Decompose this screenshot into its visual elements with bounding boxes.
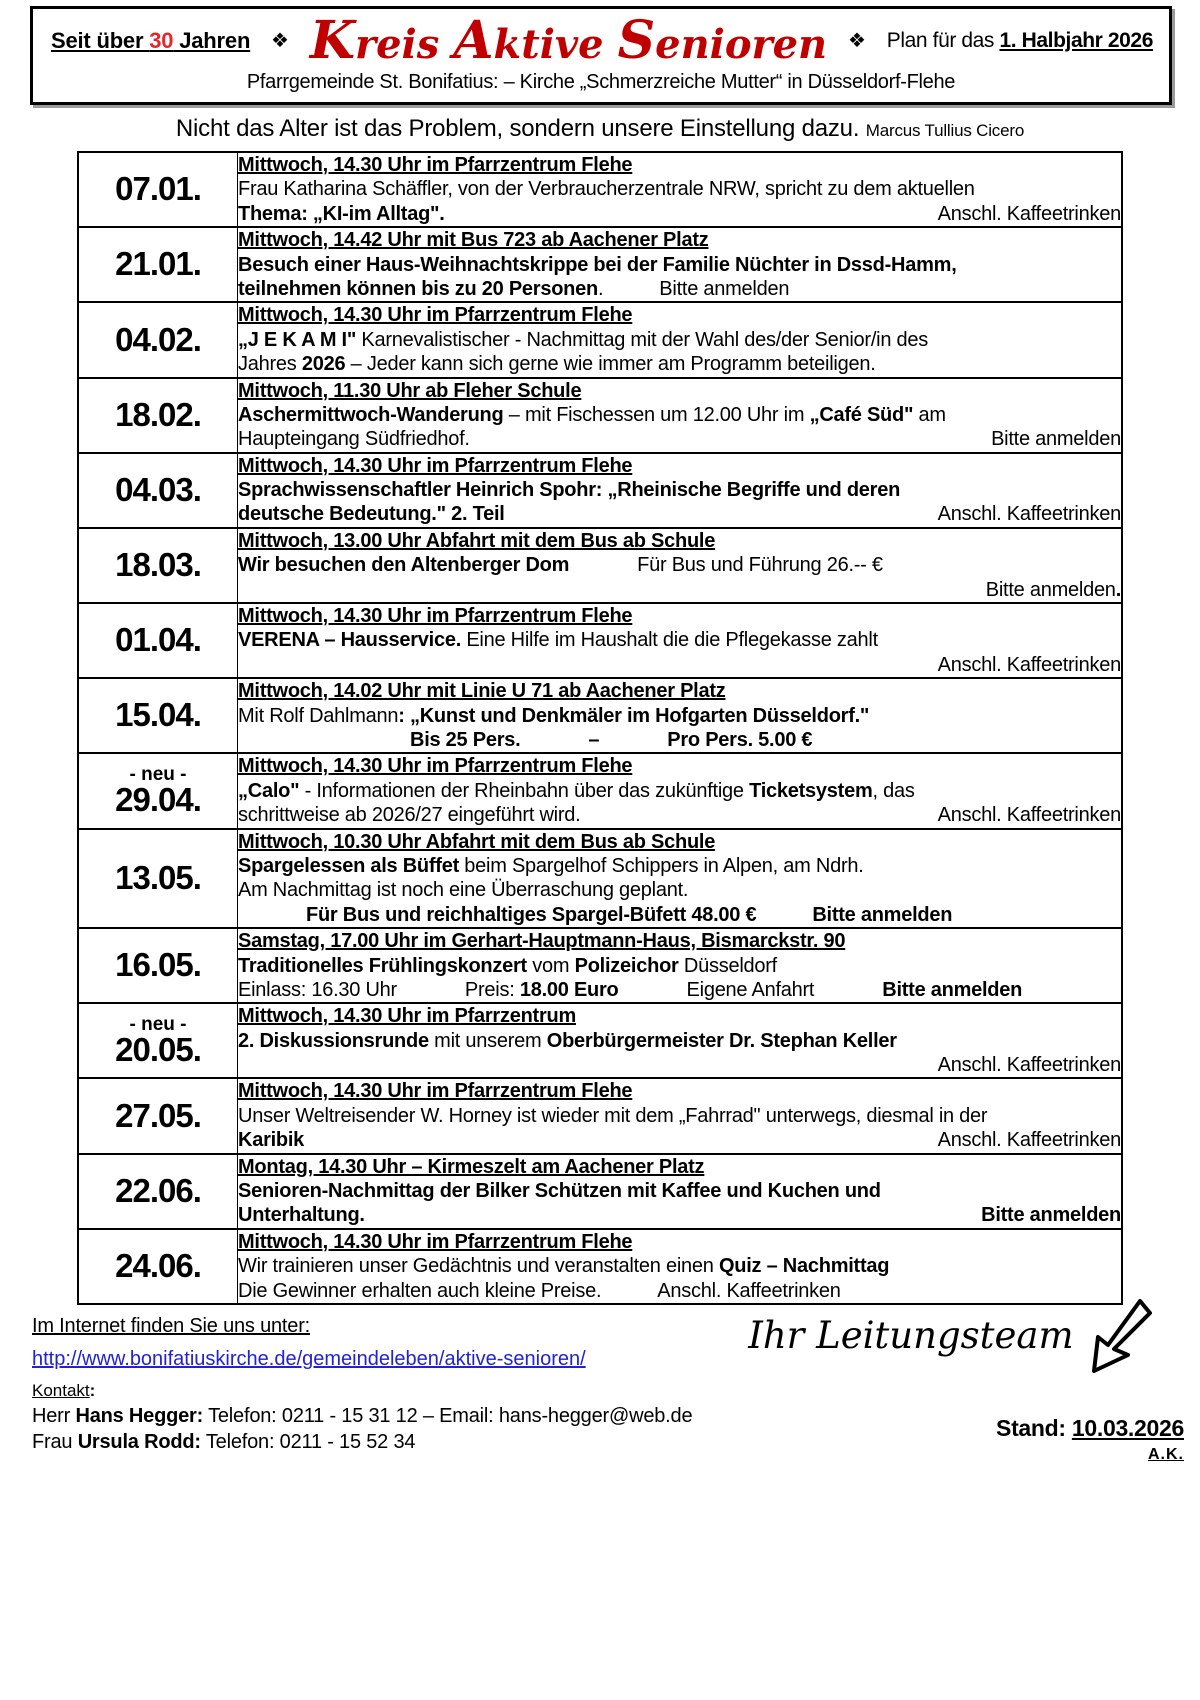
event-activity: Quiz – Nachmittag [718, 1255, 890, 1278]
event-line [238, 803, 1121, 827]
event-date: 24.06. [78, 1229, 238, 1304]
event-line: Unser Weltreisender W. Horney ist wieder mit dem „Fahrrad" unterwegs, diesmal in der [238, 1104, 988, 1127]
event-heading: Mittwoch, 14.30 Uhr im Pfarrzentrum Flehe [238, 605, 633, 628]
document-page [0, 6, 1200, 1700]
event-destination: Karibik [238, 1129, 305, 1152]
table-row [78, 1003, 1122, 1078]
event-topic: Thema: „KI-im Alltag". [238, 202, 445, 225]
table-row [78, 603, 1122, 678]
event-line [238, 1128, 1121, 1152]
table-row [78, 1154, 1122, 1229]
contact-name: Hans Hegger: [75, 1404, 204, 1427]
event-price-label: Preis: [464, 978, 520, 1001]
contact-salutation: Frau [32, 1430, 78, 1453]
event-line [238, 253, 1121, 277]
event-body [238, 1154, 1123, 1229]
event-line [238, 779, 1121, 803]
event-date: 18.03. [78, 528, 238, 603]
event-line [238, 328, 1121, 352]
quote-author: Marcus Tullius Cicero [865, 121, 1025, 140]
parish-subtitle: Pfarrgemeinde St. Bonifatius: – Kirche „Schmerzreiche Mutter“ in Düsseldorf-Flehe [246, 71, 956, 93]
event-heading: Mittwoch, 11.30 Uhr ab Fleher Schule [238, 379, 582, 402]
organization-title [309, 10, 828, 71]
table-row [78, 753, 1122, 828]
event-date-value: 20.05. [115, 1030, 201, 1068]
event-travel: Eigene Anfahrt [686, 978, 815, 1001]
event-text: Traditionelles Frühlingskonzert [238, 954, 527, 977]
event-line [238, 352, 1121, 376]
contact-name: Ursula Rodd: [77, 1430, 201, 1453]
event-heading: Mittwoch, 14.30 Uhr im Pfarrzentrum Flehe [238, 755, 633, 778]
event-heading: Mittwoch, 14.30 Uhr im Pfarrzentrum Flehe [238, 454, 633, 477]
event-note: Anschl. Kaffeetrinken [937, 503, 1121, 526]
signature-area [732, 1297, 1152, 1375]
plan-period [887, 29, 1159, 53]
event-body [238, 678, 1123, 753]
event-text: beim Spargelhof Schippers in Alpen, am Ndrh. [459, 854, 864, 877]
event-heading: Mittwoch, 14.30 Uhr im Pfarrzentrum Flehe [238, 1230, 633, 1253]
plan-period-value: 1. Halbjahr 2026 [999, 29, 1153, 52]
event-date [78, 1003, 238, 1078]
title-enioren: enioren [655, 21, 828, 68]
event-body [238, 603, 1123, 678]
event-line [238, 1254, 1121, 1278]
event-line [238, 277, 1121, 301]
event-venue: „Café Süd" [809, 403, 914, 426]
event-text: deutsche Bedeutung." 2. Teil [238, 503, 505, 526]
event-body [238, 753, 1123, 828]
event-body [238, 1003, 1123, 1078]
contact-details: Telefon: 0211 - 15 52 34 [200, 1430, 416, 1453]
table-row [78, 678, 1122, 753]
title-letter-a: A [453, 10, 494, 71]
title-reis: reis [355, 21, 454, 68]
event-date: 04.03. [78, 453, 238, 528]
event-body [238, 453, 1123, 528]
internet-label: Im Internet finden Sie uns unter: [32, 1314, 311, 1337]
event-body [238, 227, 1123, 302]
event-note-dot: . [1115, 578, 1121, 601]
event-line [238, 1029, 1121, 1053]
event-text: Haupteingang Südfriedhof. [238, 428, 470, 451]
status-badge [996, 1415, 1184, 1442]
event-text: am [913, 403, 946, 426]
diamond-right-icon: ❖ [847, 30, 866, 52]
event-line [238, 903, 1121, 927]
event-line [238, 728, 1121, 752]
event-heading: Mittwoch, 14.30 Uhr im Pfarrzentrum Flehe [238, 1080, 633, 1103]
event-note: Anschl. Kaffeetrinken [937, 1054, 1121, 1077]
event-note: Anschl. Kaffeetrinken [937, 1129, 1121, 1152]
event-note: Anschl. Kaffeetrinken [937, 804, 1121, 827]
title-letter-k: K [309, 10, 356, 71]
event-body [238, 302, 1123, 377]
event-text: - Informationen der Rheinbahn über das zukünftige [299, 779, 750, 802]
event-body [238, 1229, 1123, 1304]
event-text: „Calo" [238, 779, 300, 802]
event-line: Frau Katharina Schäffler, von der Verbraucherzentrale NRW, spricht zu dem aktuellen [238, 178, 975, 201]
table-row [78, 528, 1122, 603]
event-line [238, 502, 1121, 526]
event-heading: Mittwoch, 13.00 Uhr Abfahrt mit dem Bus ab Schule [238, 529, 716, 552]
event-text: Spargelessen als Büffet [238, 854, 459, 877]
event-text: Aschermittwoch-Wanderung [238, 403, 504, 426]
quote-text: Nicht das Alter ist das Problem, sondern unsere Einstellung dazu. [175, 115, 860, 142]
anniversary-years: 30 [149, 28, 174, 53]
table-row [78, 1078, 1122, 1153]
event-line [238, 1179, 1121, 1203]
event-line [238, 403, 1121, 427]
anniversary-prefix: Seit über [51, 28, 150, 53]
event-date: 13.05. [78, 829, 238, 929]
event-text: „J E K A M I" [238, 328, 357, 351]
event-line [238, 427, 1121, 451]
event-note: Bitte anmelden [659, 277, 790, 300]
event-heading: Mittwoch, 14.30 Uhr im Pfarrzentrum [238, 1005, 576, 1028]
new-badge: - neu - [129, 1013, 187, 1035]
event-date: 22.06. [78, 1154, 238, 1229]
leadership-signature: Ihr Leitungsteam [748, 1314, 1074, 1358]
header-top-row [43, 10, 1159, 71]
event-text: : „Kunst und Denkmäler im Hofgarten Düsseldorf." [398, 704, 870, 727]
event-text: Sprachwissenschaftler Heinrich Spohr: „Rheinische Begriffe und deren [238, 479, 901, 502]
event-text: Unterhaltung. [238, 1204, 365, 1227]
status-label: Stand: [996, 1414, 1072, 1441]
table-row [78, 152, 1122, 227]
anniversary-suffix: Jahren [173, 28, 251, 53]
contact-label-colon: : [89, 1380, 96, 1400]
event-date: 07.01. [78, 152, 238, 227]
event-heading: Mittwoch, 14.02 Uhr mit Linie U 71 ab Aachener Platz [238, 680, 726, 703]
event-text: vom [526, 954, 575, 977]
event-price: Für Bus und Führung 26.-- € [637, 554, 883, 577]
event-date [78, 753, 238, 828]
header-box [30, 6, 1172, 105]
schedule-table [77, 151, 1123, 1305]
table-row [78, 227, 1122, 302]
plan-period-prefix: Plan für das [886, 29, 1000, 52]
contact-label-text: Kontakt [32, 1380, 90, 1400]
table-row [78, 453, 1122, 528]
event-price: Pro Pers. 5.00 € [667, 728, 813, 751]
event-text: schrittweise ab 2026/27 eingeführt wird. [238, 804, 581, 827]
event-text: Wir besuchen den Altenberger Dom [238, 554, 570, 577]
status-date: 10.03.2026 [1071, 1414, 1184, 1441]
status-area [996, 1415, 1184, 1464]
event-date: 15.04. [78, 678, 238, 753]
event-heading: Mittwoch, 14.30 Uhr im Pfarrzentrum Flehe [238, 154, 633, 176]
event-text: Die Gewinner erhalten auch kleine Preise. [238, 1279, 602, 1302]
event-text: mit unserem [428, 1029, 547, 1052]
event-year: 2026 [301, 353, 346, 376]
event-keyword: Ticketsystem [749, 779, 873, 802]
event-date: 04.02. [78, 302, 238, 377]
anniversary-label [43, 28, 250, 54]
event-note: Bitte anmelden [981, 1204, 1121, 1227]
title-letter-s: S [617, 10, 656, 71]
event-line [238, 478, 1121, 502]
contact-salutation: Herr [32, 1404, 76, 1427]
event-text: Senioren-Nachmittag der Bilker Schützen mit Kaffee und Kuchen und [238, 1180, 881, 1203]
event-note-wrap [986, 578, 1121, 602]
event-line [238, 854, 1121, 878]
event-date: 27.05. [78, 1078, 238, 1153]
event-price: Für Bus und reichhaltiges Spargel-Büfett 48.00 € [306, 903, 757, 926]
event-text: Düsseldorf [678, 954, 777, 977]
event-note: Anschl. Kaffeetrinken [657, 1279, 841, 1302]
table-row [78, 1229, 1122, 1304]
event-heading: Montag, 14.30 Uhr – Kirmeszelt am Aachener Platz [238, 1155, 705, 1178]
event-date: 18.02. [78, 378, 238, 453]
event-text: teilnehmen können bis zu 20 Personen [238, 277, 598, 300]
event-admission: Einlass: 16.30 Uhr [238, 978, 397, 1001]
event-price: 18.00 Euro [519, 978, 619, 1001]
contact-details: Telefon: 0211 - 15 31 12 – Email: hans-hegger@web.de [203, 1404, 693, 1427]
event-line: Am Nachmittag ist noch eine Überraschung geplant. [238, 879, 689, 902]
author-initials: A.K. [1148, 1445, 1184, 1463]
down-left-arrow-icon [1088, 1297, 1152, 1375]
event-line [238, 1203, 1121, 1227]
event-note: Anschl. Kaffeetrinken [937, 202, 1121, 225]
event-guest: Oberbürgermeister Dr. Stephan Keller [546, 1029, 897, 1052]
event-line [238, 628, 1121, 652]
event-heading: Mittwoch, 14.30 Uhr im Pfarrzentrum Flehe [238, 304, 633, 327]
event-text: Eine Hilfe im Haushalt die die Pflegekasse zahlt [461, 629, 878, 652]
event-text: VERENA – Hausservice. [238, 629, 462, 652]
event-body [238, 152, 1123, 227]
event-line [238, 954, 1121, 978]
event-body [238, 928, 1123, 1003]
event-line [238, 978, 1121, 1002]
title-ktive: ktive [493, 21, 618, 68]
event-body [238, 1078, 1123, 1153]
event-text: Wir trainieren unser Gedächtnis und veranstalten einen [238, 1255, 719, 1278]
event-text: Karnevalistischer - Nachmittag mit der Wahl des/der Senior/in des [356, 328, 928, 351]
event-date-value: 29.04. [115, 780, 201, 818]
table-row [78, 928, 1122, 1003]
event-body [238, 829, 1123, 929]
event-text: 2. Diskussionsrunde [238, 1029, 429, 1052]
event-text: Mit Rolf Dahlmann [238, 704, 399, 727]
new-badge: - neu - [129, 763, 187, 785]
event-capacity: Bis 25 Pers. [410, 728, 521, 751]
quote [18, 115, 1182, 143]
event-note: Bitte anmelden [985, 578, 1116, 601]
event-heading: Samstag, 17.00 Uhr im Gerhart-Hauptmann-Haus, Bismarckstr. 90 [238, 930, 846, 953]
event-line [238, 553, 1121, 577]
event-heading: Mittwoch, 10.30 Uhr Abfahrt mit dem Bus ab Schule [238, 830, 716, 853]
event-date: 21.01. [78, 227, 238, 302]
footer [32, 1314, 1192, 1463]
table-row [78, 829, 1122, 929]
event-text: – mit Fischessen um 12.00 Uhr im [503, 403, 810, 426]
event-text: , das [872, 779, 915, 802]
website-link[interactable]: http://www.bonifatiuskirche.de/gemeindeleben/aktive-senioren/ [32, 1347, 586, 1370]
event-body [238, 528, 1123, 603]
table-row [78, 378, 1122, 453]
event-performer: Polizeichor [574, 954, 679, 977]
event-text: Besuch einer Haus-Weihnachtskrippe bei der Familie Nüchter in Dssd-Hamm, [238, 253, 957, 276]
event-body [238, 378, 1123, 453]
event-note: Bitte anmelden [882, 978, 1023, 1001]
event-text: Jahres [238, 353, 302, 376]
event-text: – Jeder kann sich gerne wie immer am Programm beteiligen. [345, 353, 876, 376]
event-heading: Mittwoch, 14.42 Uhr mit Bus 723 ab Aachener Platz [238, 229, 709, 252]
event-line [238, 704, 1121, 728]
diamond-left-icon: ❖ [271, 30, 289, 52]
event-date: 16.05. [78, 928, 238, 1003]
event-dash: – [588, 728, 600, 751]
event-note: Bitte anmelden [812, 903, 953, 926]
event-note: Anschl. Kaffeetrinken [937, 653, 1121, 676]
event-text-tail: . [597, 277, 604, 300]
event-note: Bitte anmelden [991, 428, 1121, 451]
event-date: 01.04. [78, 603, 238, 678]
contact-label [32, 1381, 1192, 1401]
table-row [78, 302, 1122, 377]
event-line [238, 202, 1121, 226]
